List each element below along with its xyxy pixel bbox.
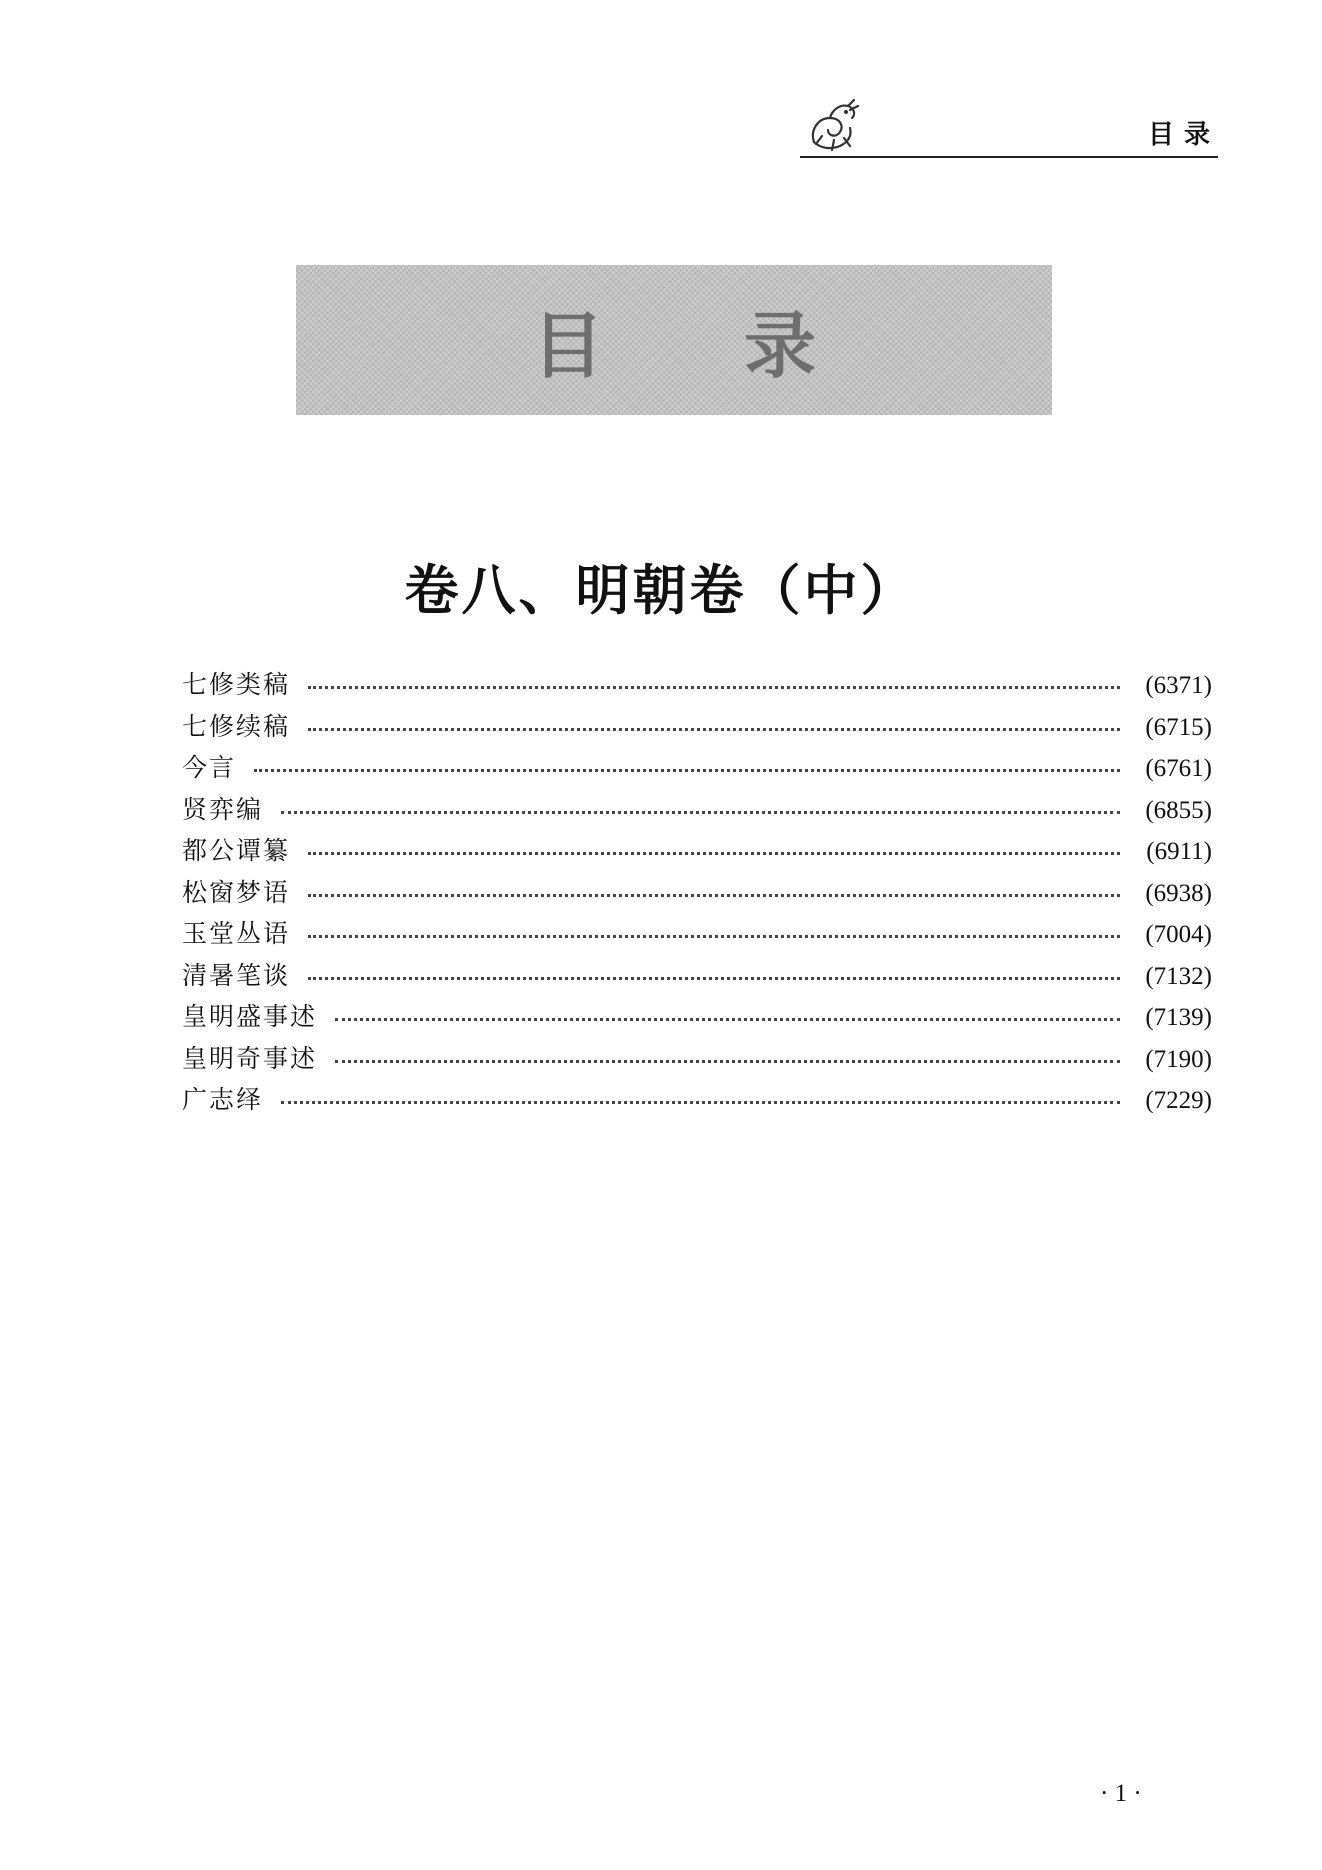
dot-leader [308,977,1120,980]
toc-entry[interactable] [182,956,1212,998]
header-rule [800,156,1218,158]
toc-entry-title: 今言 [182,753,237,782]
dot-leader [335,1018,1120,1021]
toc-entry-title: 都公谭纂 [182,836,291,865]
toc-entry[interactable] [182,748,1212,790]
toc-entry-title: 广志绎 [182,1085,264,1114]
toc-entry-title: 清暑笔谈 [182,960,291,990]
dot-leader [308,852,1120,855]
toc-entry-page: (7229) [1145,1087,1212,1114]
toc-entry-title: 皇明奇事述 [182,1043,318,1073]
toc-entry[interactable] [182,1080,1212,1122]
dot-leader [281,1101,1120,1104]
toc-entry-page: (7139) [1145,1004,1212,1031]
toc-entry[interactable] [182,665,1212,707]
toc-entry-title: 七修续稿 [182,711,291,741]
contents-banner [296,265,1052,415]
toc-entry[interactable] [182,873,1212,915]
running-header-label: 目录 [1148,120,1221,150]
toc-entry-page: (6371) [1145,672,1212,699]
dragon-emblem-icon [800,92,866,158]
dot-leader [308,728,1120,731]
banner-title: 目录 [531,303,956,388]
toc-entry-title: 皇明盛事述 [182,1002,318,1031]
toc-entry-page: (7132) [1145,962,1212,990]
dot-leader [308,686,1120,689]
toc-entry-page: (6715) [1145,713,1212,741]
toc-entry-title: 贤弈编 [182,794,264,824]
toc-entry[interactable] [182,1039,1212,1081]
toc-list [182,665,1212,1122]
toc-entry-title: 七修类稿 [182,670,291,699]
dot-leader [308,894,1120,897]
toc-entry[interactable] [182,831,1212,873]
page-number: · 1 · [1100,1780,1142,1807]
toc-entry[interactable] [182,790,1212,832]
dot-leader [335,1060,1120,1063]
toc-entry-page: (6761) [1145,755,1212,782]
toc-entry-page: (7004) [1145,921,1212,948]
dot-leader [254,769,1120,772]
section-heading: 卷八、明朝卷（中） [404,559,918,622]
toc-entry[interactable] [182,914,1212,956]
toc-entry-title: 玉堂丛语 [182,919,291,948]
toc-entry-page: (6938) [1145,879,1212,907]
dot-leader [281,811,1120,814]
toc-entry-title: 松窗梦语 [182,877,291,907]
dot-leader [308,935,1120,938]
toc-entry-page: (6855) [1145,796,1212,824]
toc-entry[interactable] [182,997,1212,1039]
toc-entry-page: (6911) [1146,838,1212,865]
toc-entry[interactable] [182,707,1212,749]
toc-entry-page: (7190) [1145,1045,1212,1073]
